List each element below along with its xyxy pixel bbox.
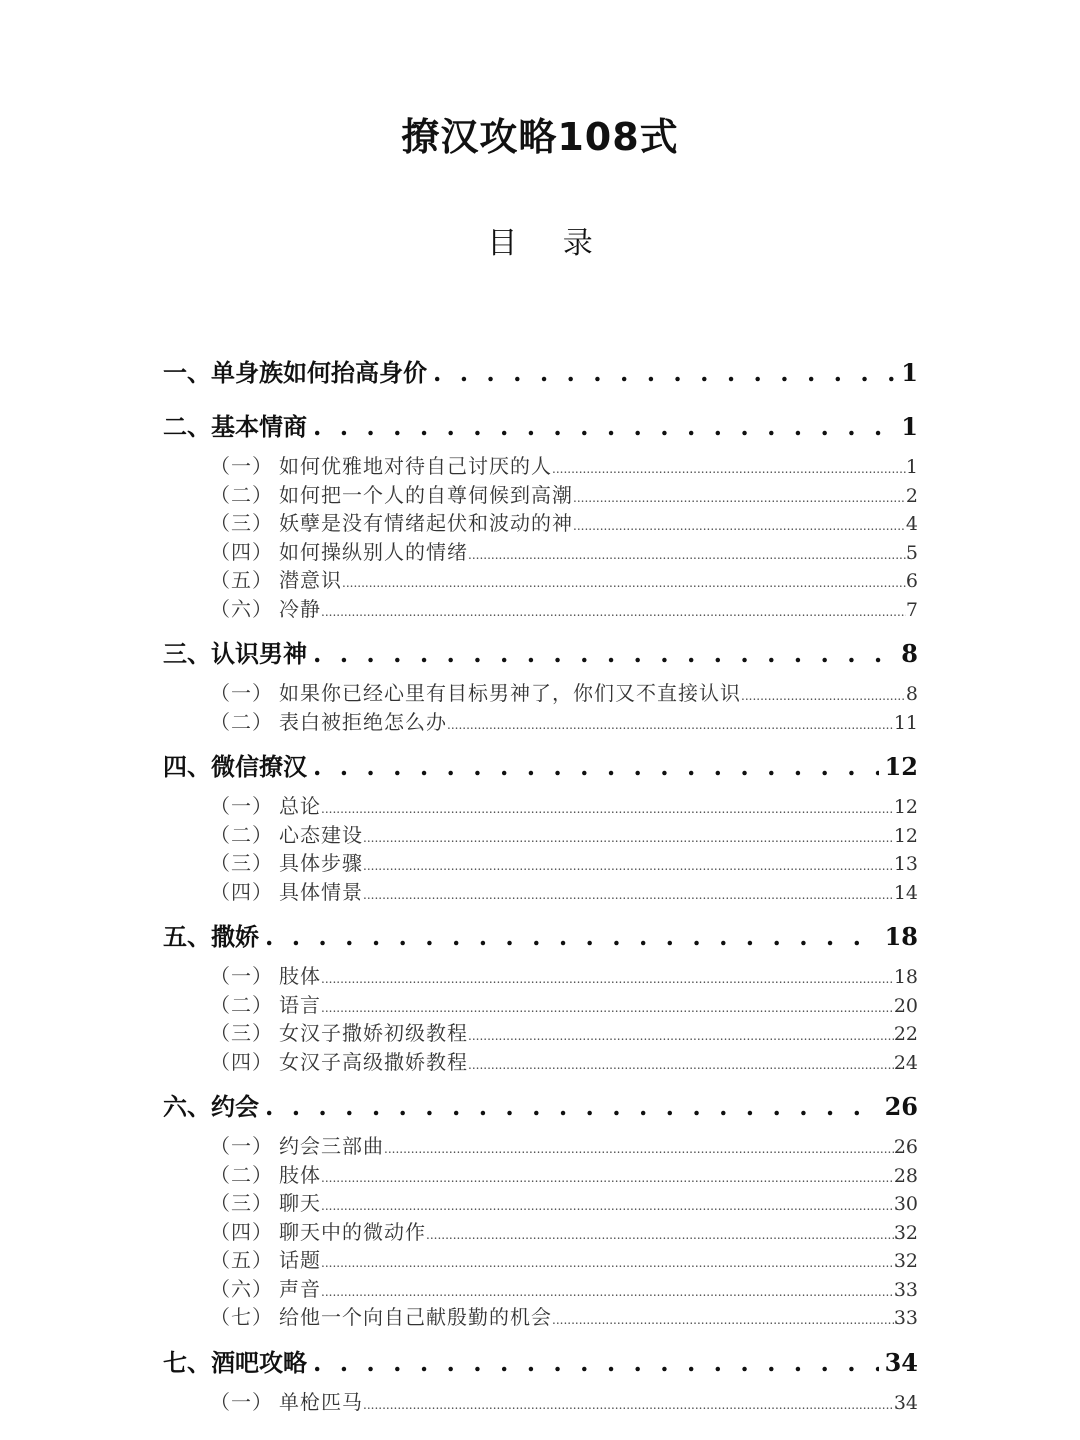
chapter-title: 七、酒吧攻略 bbox=[163, 1347, 307, 1377]
dot-leader bbox=[573, 512, 906, 541]
subsection-page-number: 32 bbox=[893, 1221, 918, 1244]
toc-chapter bbox=[163, 352, 918, 394]
dot-leader bbox=[321, 965, 894, 994]
subsection-number: （四） bbox=[210, 879, 273, 904]
subsection-number: （一） bbox=[210, 681, 273, 705]
chapter-page-number: 12 bbox=[884, 752, 918, 781]
subsection-title: 给他一个向自己献殷勤的机会 bbox=[279, 1305, 552, 1329]
chapter-page-number: 26 bbox=[884, 1092, 918, 1121]
chapter-page-number: 18 bbox=[884, 922, 918, 951]
toc-subsection-list bbox=[163, 1132, 918, 1332]
subsection-title: 潜意识 bbox=[279, 568, 342, 592]
subsection-page-number: 11 bbox=[893, 711, 918, 734]
toc-subsection-entry[interactable] bbox=[163, 1189, 918, 1218]
toc-chapter bbox=[163, 746, 918, 906]
toc-subsection-entry[interactable] bbox=[163, 1132, 918, 1161]
subsection-page-number: 14 bbox=[893, 881, 918, 904]
toc-subsection-list bbox=[163, 452, 918, 623]
subsection-page-number: 20 bbox=[893, 994, 918, 1017]
chapter-title: 三、认识男神 bbox=[163, 639, 307, 668]
dot-leader bbox=[363, 1391, 894, 1420]
toc-subsection-entry[interactable] bbox=[163, 1019, 918, 1048]
dot-leader bbox=[468, 541, 906, 570]
subsection-page-number: 12 bbox=[893, 824, 918, 847]
subsection-page-number: 13 bbox=[893, 853, 918, 875]
dot-leader bbox=[321, 1164, 894, 1193]
toc-subsection-entry[interactable] bbox=[163, 538, 918, 567]
dot-leader bbox=[363, 852, 894, 881]
subsection-title: 妖孽是没有情绪起伏和波动的神 bbox=[279, 511, 573, 535]
toc-subsection-list bbox=[163, 962, 918, 1076]
toc-subsection-entry[interactable] bbox=[163, 1388, 918, 1417]
subsection-page-number: 28 bbox=[893, 1164, 918, 1187]
subsection-page-number: 6 bbox=[905, 570, 918, 592]
subsection-title: 话题 bbox=[279, 1248, 321, 1272]
dot-leader bbox=[321, 994, 894, 1023]
subsection-number: （二） bbox=[210, 482, 273, 507]
toc-subsection-entry[interactable] bbox=[163, 708, 918, 737]
dot-leader bbox=[265, 916, 879, 958]
subsection-title: 单枪匹马 bbox=[279, 1389, 363, 1414]
document-title: 撩汉攻略108式 bbox=[401, 115, 679, 159]
subsection-page-number: 22 bbox=[893, 1023, 918, 1045]
dot-leader bbox=[433, 352, 895, 394]
toc-chapter-entry[interactable] bbox=[163, 1342, 918, 1384]
toc-subsection-entry[interactable] bbox=[163, 991, 918, 1020]
toc-subsection-list bbox=[163, 1388, 918, 1417]
subsection-number: （一） bbox=[210, 454, 273, 478]
dot-leader bbox=[468, 1051, 894, 1080]
toc-chapter bbox=[163, 1086, 918, 1332]
chapter-title: 一、单身族如何抬高身价 bbox=[163, 358, 427, 387]
chapter-page-number: 1 bbox=[901, 412, 918, 441]
subsection-number: （四） bbox=[210, 1219, 273, 1244]
toc-subsection-entry[interactable] bbox=[163, 481, 918, 510]
dot-leader bbox=[447, 711, 894, 740]
subsection-number: （一） bbox=[210, 964, 273, 988]
dot-leader bbox=[468, 1022, 894, 1051]
dot-leader bbox=[573, 484, 906, 513]
toc-subsection-entry[interactable] bbox=[163, 1303, 918, 1332]
subsection-number: （二） bbox=[210, 1162, 273, 1187]
subsection-page-number: 26 bbox=[893, 1136, 918, 1158]
subsection-title: 如何操纵别人的情绪 bbox=[279, 539, 468, 564]
toc-subsection-entry[interactable] bbox=[163, 878, 918, 907]
dot-leader bbox=[313, 746, 879, 788]
subsection-page-number: 1 bbox=[905, 456, 918, 478]
subsection-number: （三） bbox=[210, 1021, 273, 1045]
subsection-page-number: 32 bbox=[893, 1250, 918, 1272]
dot-leader bbox=[313, 1342, 879, 1384]
toc-subsection-entry[interactable] bbox=[163, 1048, 918, 1077]
subsection-title: 声音 bbox=[279, 1276, 321, 1301]
chapter-title: 五、撒娇 bbox=[163, 922, 259, 951]
subsection-number: （三） bbox=[210, 851, 273, 875]
toc-chapter bbox=[163, 406, 918, 623]
subsection-title: 心态建设 bbox=[279, 822, 363, 847]
chapter-title: 二、基本情商 bbox=[163, 412, 307, 441]
subsection-number: （二） bbox=[210, 709, 273, 734]
subsection-number: （五） bbox=[210, 1248, 273, 1272]
subsection-title: 聊天中的微动作 bbox=[279, 1219, 426, 1244]
subsection-page-number: 12 bbox=[893, 796, 918, 818]
toc-subsection-entry[interactable] bbox=[163, 566, 918, 595]
dot-leader bbox=[313, 406, 895, 448]
subsection-title: 约会三部曲 bbox=[279, 1134, 384, 1158]
subsection-title: 如果你已经心里有目标男神了，你们又不直接认识 bbox=[279, 681, 741, 705]
subsection-page-number: 4 bbox=[905, 513, 918, 535]
subsection-title: 肢体 bbox=[279, 964, 321, 988]
subsection-page-number: 30 bbox=[893, 1193, 918, 1215]
toc-subsection-entry[interactable] bbox=[163, 595, 918, 624]
subsection-page-number: 8 bbox=[905, 683, 918, 705]
toc-subsection-list bbox=[163, 679, 918, 736]
dot-leader bbox=[426, 1221, 894, 1250]
subsection-title: 具体情景 bbox=[279, 879, 363, 904]
subsection-title: 冷静 bbox=[279, 596, 321, 621]
toc-subsection-entry[interactable] bbox=[163, 1246, 918, 1275]
toc-subsection-entry[interactable] bbox=[163, 509, 918, 538]
subsection-page-number: 18 bbox=[893, 966, 918, 988]
subsection-title: 女汉子撒娇初级教程 bbox=[279, 1021, 468, 1045]
dot-leader bbox=[363, 881, 894, 910]
dot-leader bbox=[265, 1086, 879, 1128]
subsection-number: （五） bbox=[210, 568, 273, 592]
toc-chapter-entry[interactable] bbox=[163, 916, 918, 958]
chapter-title: 四、微信撩汉 bbox=[163, 752, 307, 781]
toc-chapter bbox=[163, 916, 918, 1076]
dot-leader bbox=[741, 682, 906, 711]
toc-subsection-entry[interactable] bbox=[163, 821, 918, 850]
subsection-page-number: 5 bbox=[905, 541, 918, 564]
chapter-page-number: 1 bbox=[901, 358, 918, 387]
toc-subsection-entry[interactable] bbox=[163, 1275, 918, 1304]
dot-leader bbox=[321, 795, 894, 824]
toc-subsection-entry[interactable] bbox=[163, 792, 918, 821]
subsection-number: （二） bbox=[210, 992, 273, 1017]
subsection-number: （四） bbox=[210, 1049, 273, 1074]
toc-subsection-entry[interactable] bbox=[163, 1218, 918, 1247]
subsection-number: （一） bbox=[210, 794, 273, 818]
subsection-number: （三） bbox=[210, 511, 273, 535]
subsection-number: （一） bbox=[210, 1134, 273, 1158]
toc-subsection-entry[interactable] bbox=[163, 962, 918, 991]
subsection-title: 如何优雅地对待自己讨厌的人 bbox=[279, 454, 552, 478]
toc-chapter-entry[interactable] bbox=[163, 352, 918, 394]
subsection-number: （二） bbox=[210, 822, 273, 847]
subsection-page-number: 24 bbox=[893, 1051, 918, 1074]
dot-leader bbox=[321, 598, 906, 627]
chapter-title: 六、约会 bbox=[163, 1092, 259, 1121]
dot-leader bbox=[321, 1249, 894, 1278]
chapter-page-number: 8 bbox=[901, 639, 918, 668]
dot-leader bbox=[552, 1306, 894, 1335]
toc-heading: 目 录 bbox=[487, 226, 611, 261]
subsection-title: 总论 bbox=[279, 794, 321, 818]
subsection-title: 如何把一个人的自尊伺候到高潮 bbox=[279, 482, 573, 507]
dot-leader bbox=[384, 1135, 894, 1164]
toc-subsection-entry[interactable] bbox=[163, 849, 918, 878]
toc-chapter-entry[interactable] bbox=[163, 633, 918, 675]
toc-chapter-entry[interactable] bbox=[163, 746, 918, 788]
subsection-title: 表白被拒绝怎么办 bbox=[279, 709, 447, 734]
toc-chapter bbox=[163, 1342, 918, 1417]
subsection-title: 女汉子高级撒娇教程 bbox=[279, 1049, 468, 1074]
subsection-number: （三） bbox=[210, 1191, 273, 1215]
subsection-page-number: 34 bbox=[893, 1391, 918, 1414]
table-of-contents bbox=[163, 352, 918, 1426]
toc-subsection-entry[interactable] bbox=[163, 452, 918, 481]
subsection-page-number: 7 bbox=[905, 598, 918, 621]
dot-leader bbox=[321, 1192, 894, 1221]
dot-leader bbox=[321, 1278, 894, 1307]
subsection-title: 语言 bbox=[279, 992, 321, 1017]
subsection-title: 具体步骤 bbox=[279, 851, 363, 875]
toc-subsection-entry[interactable] bbox=[163, 679, 918, 708]
subsection-number: （四） bbox=[210, 539, 273, 564]
chapter-page-number: 34 bbox=[884, 1347, 918, 1377]
subsection-number: （六） bbox=[210, 596, 273, 621]
subsection-number: （七） bbox=[210, 1305, 273, 1329]
dot-leader bbox=[552, 455, 906, 484]
subsection-page-number: 33 bbox=[893, 1278, 918, 1301]
toc-chapter-entry[interactable] bbox=[163, 1086, 918, 1128]
subsection-page-number: 33 bbox=[893, 1307, 918, 1329]
subsection-number: （六） bbox=[210, 1276, 273, 1301]
subsection-page-number: 2 bbox=[905, 484, 918, 507]
subsection-title: 肢体 bbox=[279, 1162, 321, 1187]
toc-chapter-entry[interactable] bbox=[163, 406, 918, 448]
dot-leader bbox=[342, 569, 906, 598]
subsection-title: 聊天 bbox=[279, 1191, 321, 1215]
dot-leader bbox=[363, 824, 894, 853]
toc-subsection-list bbox=[163, 792, 918, 906]
subsection-number: （一） bbox=[210, 1389, 273, 1414]
toc-chapter bbox=[163, 633, 918, 736]
dot-leader bbox=[313, 633, 895, 675]
toc-subsection-entry[interactable] bbox=[163, 1161, 918, 1190]
